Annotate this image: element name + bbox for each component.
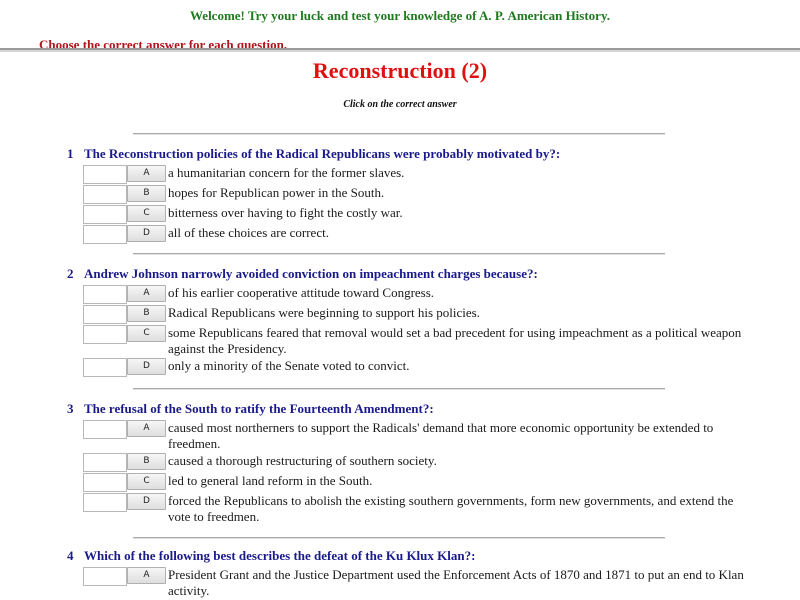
- question-4: [67, 548, 757, 599]
- choice-text: bitterness over having to fight the costly war.: [168, 205, 403, 220]
- answer-field[interactable]: [83, 493, 127, 512]
- choice-b: [67, 184, 757, 204]
- question-heading: [67, 548, 757, 566]
- choice-button-c[interactable]: C: [127, 325, 166, 342]
- choice-b: [67, 452, 757, 472]
- answer-field[interactable]: [83, 325, 127, 344]
- answer-field[interactable]: [83, 473, 127, 492]
- answer-field[interactable]: [83, 358, 127, 377]
- question-heading: [67, 266, 757, 284]
- divider: [133, 537, 665, 539]
- answer-field[interactable]: [83, 285, 127, 304]
- choice-text: all of these choices are correct.: [168, 225, 329, 240]
- question-heading: [67, 146, 757, 164]
- choice-a: [67, 566, 757, 599]
- choice-text: led to general land reform in the South.: [168, 473, 373, 488]
- question-3: [67, 401, 757, 525]
- answer-field[interactable]: [83, 567, 127, 586]
- choice-a: [67, 419, 757, 452]
- question-number: 4: [67, 548, 74, 563]
- choice-button-a[interactable]: A: [127, 420, 166, 437]
- choice-c: [67, 204, 757, 224]
- choice-a: [67, 164, 757, 184]
- choice-button-b[interactable]: B: [127, 305, 166, 322]
- choice-d: [67, 224, 757, 244]
- answer-field[interactable]: [83, 185, 127, 204]
- page-subtitle: Click on the correct answer: [343, 99, 457, 110]
- page-title: Reconstruction (2): [312, 58, 488, 83]
- choice-text: some Republicans feared that removal would set a bad precedent for using impeachment as a political weapon against the Presidency.: [168, 325, 742, 356]
- choice-button-d[interactable]: D: [127, 493, 166, 510]
- choice-button-c[interactable]: C: [127, 473, 166, 490]
- divider: [133, 388, 665, 390]
- divider: [133, 133, 665, 135]
- answer-field[interactable]: [83, 453, 127, 472]
- choice-text: President Grant and the Justice Department used the Enforcement Acts of 1870 and 1871 to put an end to Klan activity.: [168, 567, 744, 598]
- answer-field[interactable]: [83, 420, 127, 439]
- welcome-banner: Welcome! Try your luck and test your knowledge of A. P. American History.: [190, 8, 610, 23]
- choice-text: Radical Republicans were beginning to support his policies.: [168, 305, 480, 320]
- choice-text: caused most northerners to support the Radicals' demand that more economic opportunity be extended to freedmen.: [168, 420, 714, 451]
- answer-field[interactable]: [83, 305, 127, 324]
- choice-text: of his earlier cooperative attitude toward Congress.: [168, 285, 435, 300]
- choice-button-b[interactable]: B: [127, 185, 166, 202]
- question-text: The Reconstruction policies of the Radical Republicans were probably motivated by?:: [84, 146, 561, 161]
- choice-button-a[interactable]: A: [127, 567, 166, 584]
- top-divider: [0, 48, 800, 52]
- question-text: Andrew Johnson narrowly avoided conviction on impeachment charges because?:: [84, 266, 538, 281]
- choice-button-c[interactable]: C: [127, 205, 166, 222]
- question-number: 3: [67, 401, 74, 416]
- choice-button-a[interactable]: A: [127, 165, 166, 182]
- choice-button-a[interactable]: A: [127, 285, 166, 302]
- answer-field[interactable]: [83, 165, 127, 184]
- choice-c: [67, 324, 757, 357]
- choice-d: [67, 357, 757, 377]
- choice-text: forced the Republicans to abolish the existing southern governments, form new governments, and extend the vote to freedmen.: [168, 493, 734, 524]
- choice-a: [67, 284, 757, 304]
- choice-text: only a minority of the Senate voted to convict.: [168, 358, 410, 373]
- question-number: 1: [67, 146, 74, 161]
- choice-text: hopes for Republican power in the South.: [168, 185, 385, 200]
- choice-text: caused a thorough restructuring of southern society.: [168, 453, 437, 468]
- question-text: Which of the following best describes the defeat of the Ku Klux Klan?:: [84, 548, 476, 563]
- choice-d: [67, 492, 757, 525]
- answer-field[interactable]: [83, 205, 127, 224]
- instruction-text: Choose the correct answer for each question.: [39, 37, 288, 52]
- choice-button-d[interactable]: D: [127, 225, 166, 242]
- choice-b: [67, 304, 757, 324]
- question-heading: [67, 401, 757, 419]
- question-number: 2: [67, 266, 74, 281]
- question-text: The refusal of the South to ratify the Fourteenth Amendment?:: [84, 401, 434, 416]
- question-2: [67, 266, 757, 377]
- answer-field[interactable]: [83, 225, 127, 244]
- choice-button-b[interactable]: B: [127, 453, 166, 470]
- choice-text: a humanitarian concern for the former slaves.: [168, 165, 405, 180]
- choice-c: [67, 472, 757, 492]
- divider: [133, 253, 665, 255]
- choice-button-d[interactable]: D: [127, 358, 166, 375]
- question-1: [67, 146, 757, 244]
